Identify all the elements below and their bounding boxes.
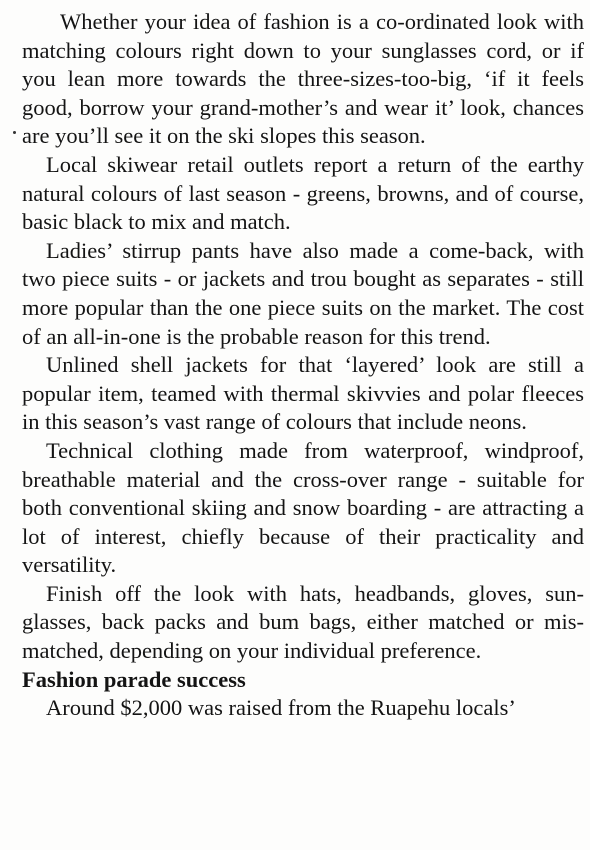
paragraph-technical-clothing: Technical clothing made from waterproof, windproof, breathable material and the cross-over range - suitable for both conventional skiing and snow boarding - are attracting a lot of interest, chiefly because of their practicality and versatility. xyxy=(22,437,584,578)
paragraph-natural-colours: Local skiwear retail outlets report a return of the earthy natural colours of last season - greens, browns, and of course, basic black to mix and match. xyxy=(22,151,584,235)
section-heading-fashion-parade: Fashion parade success xyxy=(22,666,246,692)
paragraph-fundraising: Around $2,000 was raised from the Ruapehu locals’ xyxy=(46,695,516,721)
paragraph-shell-jackets: Unlined shell jackets for that ‘layered’ look are still a popular item, teamed with thermal skivvies and polar fleeces in this season’s vast range of colours that include neons. xyxy=(22,352,584,435)
scan-speck xyxy=(13,131,16,134)
paragraph-stirrup-pants: Ladies’ stirrup pants have also made a come-back, with two piece suits - or jackets and trou bought as separates - still more popular than the one piece suits on the market. The cost of an all-in-one is the probable reason for this trend. xyxy=(22,237,584,349)
newspaper-column xyxy=(22,8,584,850)
paragraph-fashion-intro: Whether your idea of fashion is a co-ordinated look with matching colours right down to your sunglasses cord, or if you lean more towards the three-sizes-too-big, ‘if it feels good, borrow your grand-mother’s and wear it’ look, chances are you’ll see it on the ski slopes this season. xyxy=(22,9,584,149)
paragraph-accessories: Finish off the look with hats, headbands, gloves, sunglasses, back packs and bum bags, either matched or mismatched, depending on your individual preference. xyxy=(22,580,584,664)
